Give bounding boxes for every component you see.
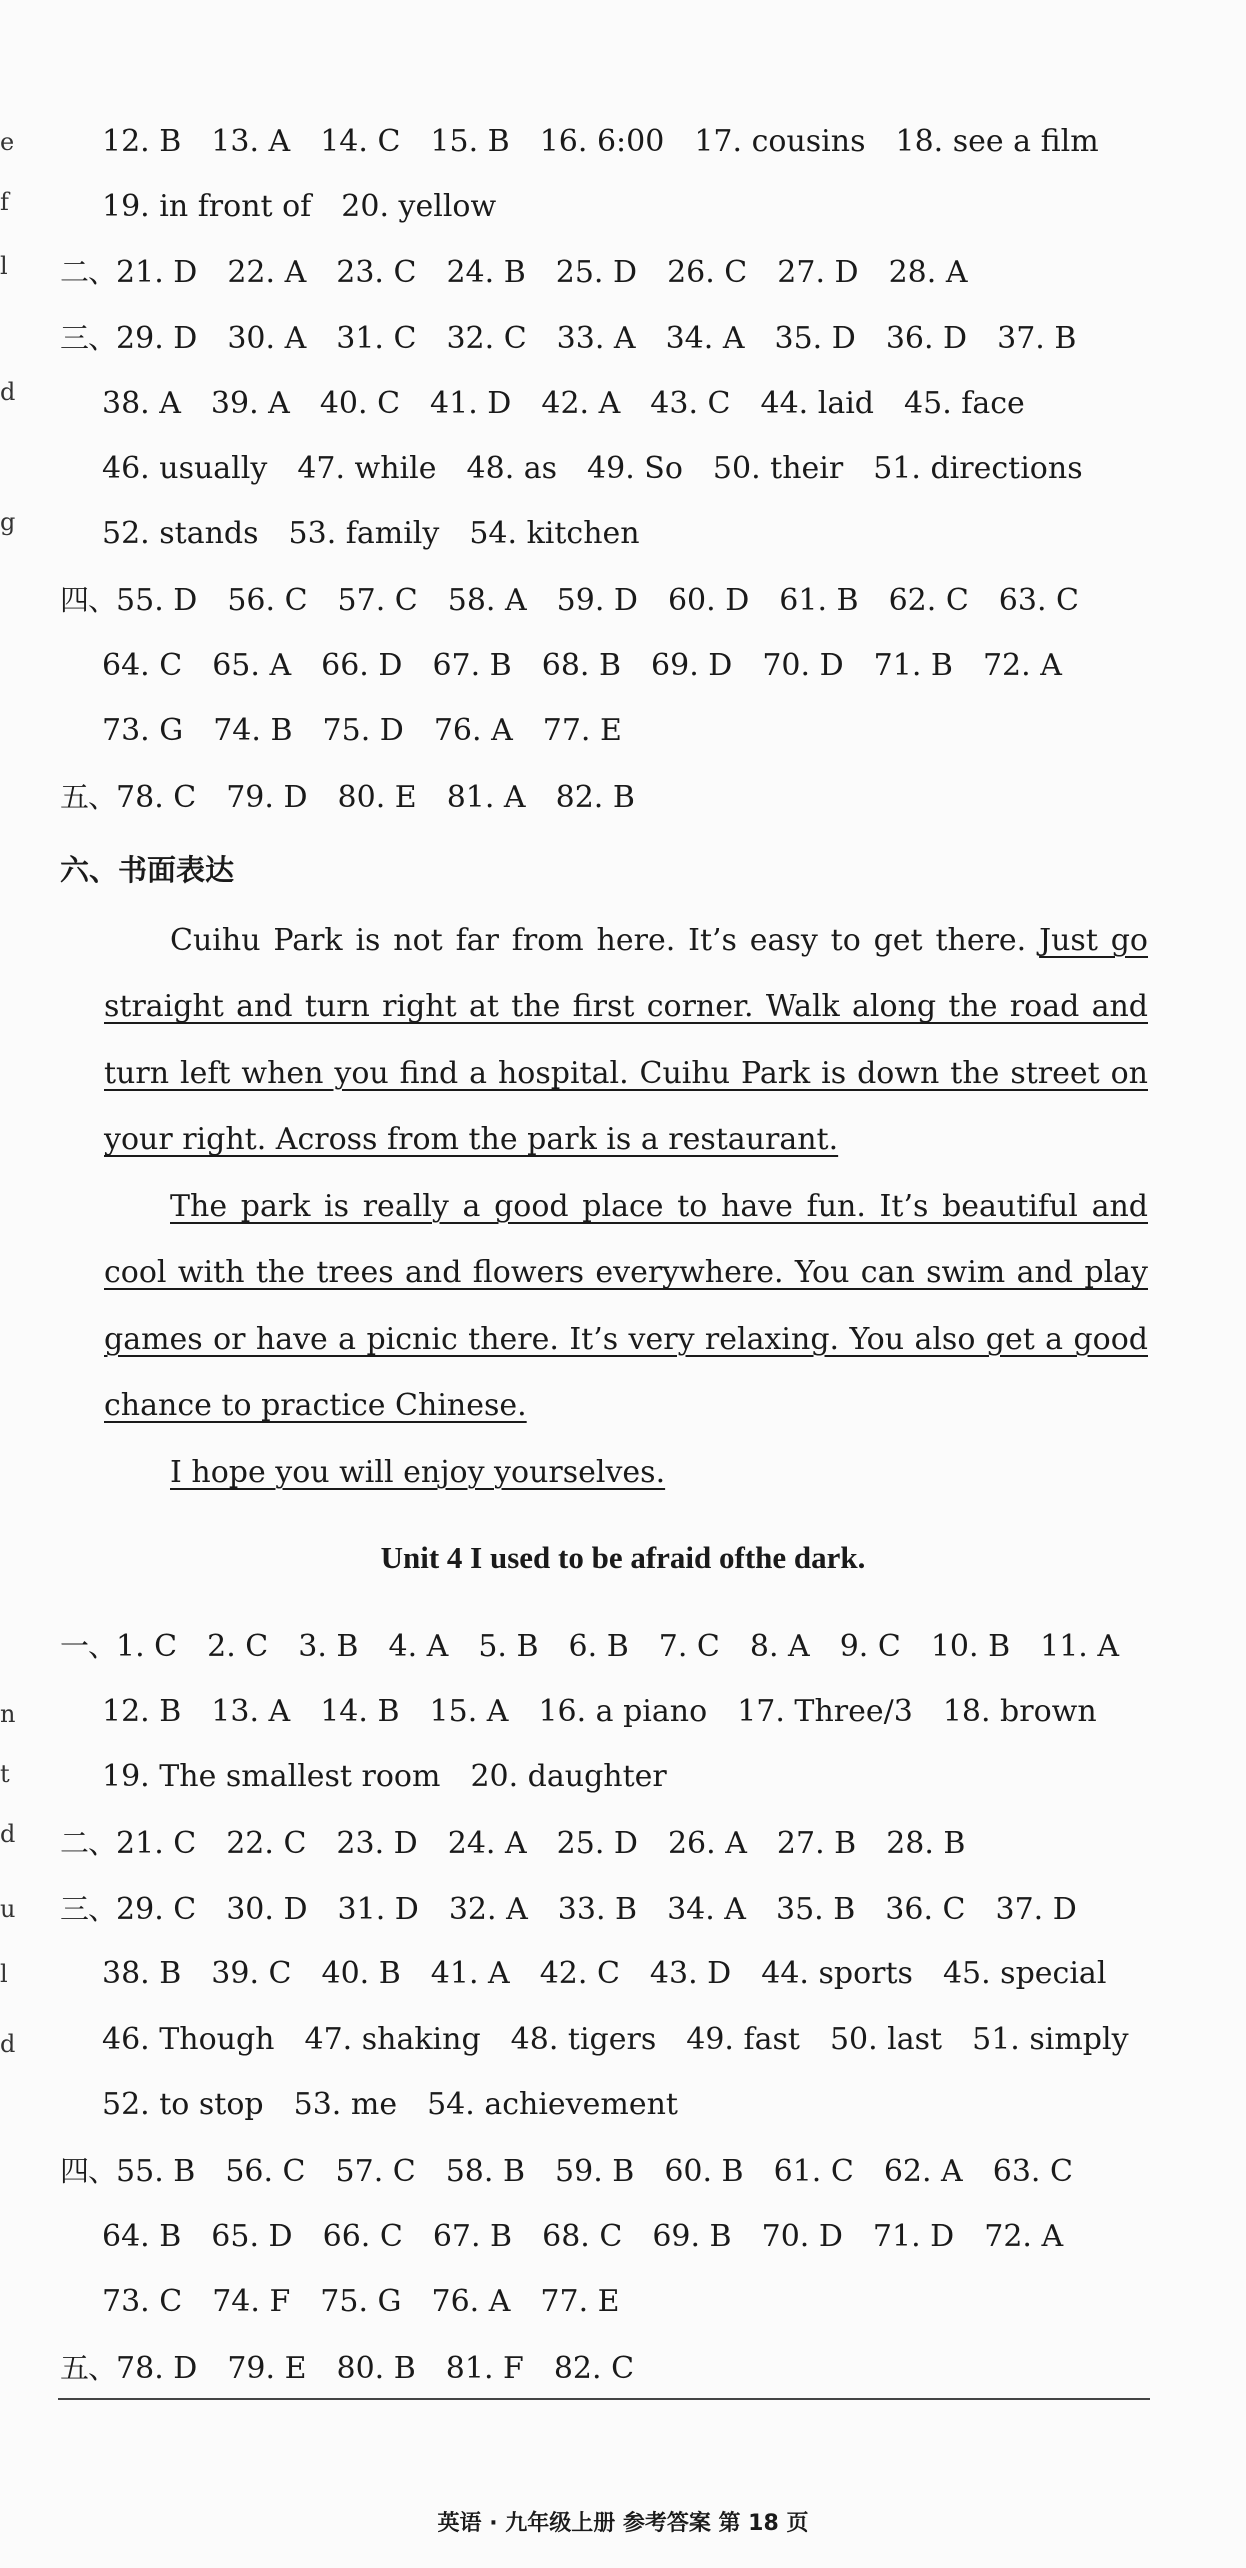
answer-item: 65. A	[212, 648, 292, 683]
answer-item: 35. D	[774, 321, 856, 356]
answer-item: 77. E	[540, 2284, 620, 2319]
answer-item: 47. shaking	[304, 2022, 481, 2057]
answer-item: 23. C	[336, 255, 417, 290]
answer-item: 22. C	[226, 1826, 307, 1861]
answer-item: 50. last	[829, 2022, 943, 2057]
answer-item: 78. C	[116, 780, 197, 815]
answer-item: 31. D	[337, 1892, 419, 1927]
answer-item: 69. B	[652, 2219, 732, 2254]
section-marker: 三、	[60, 1892, 117, 1926]
answer-item: 17. Three/3	[737, 1694, 913, 1729]
answer-item: 76. A	[433, 713, 513, 748]
answer-item: 49. fast	[686, 2022, 800, 2057]
page-footer: 英语 · 九年级上册 参考答案 第 18 页	[437, 2511, 809, 2536]
unit3-line-4	[60, 318, 1106, 358]
answer-item: 32. C	[446, 321, 527, 356]
answer-item: 56. C	[225, 2154, 306, 2189]
unit3-line-2	[102, 187, 526, 227]
answer-item: 41. A	[430, 1956, 510, 1991]
answer-item: 13. A	[211, 124, 291, 159]
answer-item: 44. sports	[761, 1956, 913, 1991]
margin-fragment: t	[0, 1760, 10, 1788]
answer-item: 54. kitchen	[469, 516, 640, 551]
answer-item: 71. B	[873, 648, 953, 683]
unit3-line-11	[60, 777, 665, 817]
answer-item: 59. D	[556, 583, 638, 618]
answer-item: 52. to stop	[102, 2087, 264, 2122]
answer-item: 75. G	[320, 2284, 402, 2319]
answer-item: 29. C	[116, 1892, 197, 1927]
answer-item: 81. A	[446, 780, 526, 815]
essay-p1-underlined: Just go straight and turn right at the first corner. Walk along the road and turn left when you find a hospital. Cuihu Park is down the street on your right. Across from the park is a restaurant.	[104, 923, 1148, 1158]
answer-item: 69. D	[651, 648, 733, 683]
answer-item: 61. C	[773, 2154, 854, 2189]
answer-item: 35. B	[775, 1892, 856, 1927]
section-marker: 五、	[60, 780, 117, 814]
margin-fragment: d	[0, 1820, 16, 1848]
answer-item: 42. C	[539, 1956, 620, 1991]
section-marker: 四、	[60, 2154, 117, 2188]
margin-fragment: n	[0, 1700, 16, 1728]
section-marker: 三、	[60, 321, 117, 355]
answer-item: 76. A	[431, 2284, 511, 2319]
answer-item: 9. C	[839, 1629, 901, 1664]
answer-item: 11. A	[1040, 1629, 1120, 1664]
unit3-line-3	[60, 252, 998, 292]
answer-item: 38. B	[102, 1956, 182, 1991]
unit4-line-6	[102, 1954, 1136, 1994]
answer-item: 60. D	[667, 583, 750, 618]
answer-item: 24. A	[447, 1826, 527, 1861]
answer-item: 44. laid	[760, 386, 875, 421]
unit4-line-10	[102, 2217, 1093, 2257]
writing-section-heading: 六、书面表达	[60, 853, 235, 887]
answer-item: 58. A	[447, 583, 527, 618]
answer-item: 53. me	[293, 2087, 398, 2122]
margin-fragment: l	[0, 252, 8, 280]
answer-item: 55. D	[116, 583, 198, 618]
answer-item: 27. B	[776, 1826, 857, 1861]
margin-fragment: d	[0, 378, 16, 406]
section-marker: 一、	[60, 1629, 117, 1663]
answer-item: 57. C	[335, 2154, 416, 2189]
answer-item: 68. C	[542, 2219, 623, 2254]
answer-item: 82. C	[553, 2351, 635, 2386]
unit4-line-9	[60, 2151, 1103, 2191]
answer-item: 51. directions	[873, 451, 1083, 486]
essay-p2-underlined: The park is really a good place to have fun. It’s beautiful and cool with the trees and flowers everywhere. You can swim and play games or have a picnic there. It’s very relaxing. You also get a good chance to practice Chinese.	[104, 1189, 1148, 1424]
answer-item: 68. B	[541, 648, 622, 683]
answer-item: 37. D	[995, 1892, 1077, 1927]
answer-item: 2. C	[207, 1629, 269, 1664]
answer-item: 21. D	[116, 255, 198, 290]
answer-item: 10. B	[930, 1629, 1011, 1664]
answer-item: 18. brown	[942, 1694, 1097, 1729]
answer-item: 16. 6:00	[539, 124, 665, 159]
answer-item: 74. B	[213, 713, 293, 748]
answer-item: 64. C	[102, 648, 183, 683]
unit-4-title: Unit 4 I used to be afraid ofthe dark.	[380, 1540, 866, 1575]
answer-item: 56. C	[227, 583, 308, 618]
answer-item: 64. B	[102, 2219, 182, 2254]
essay-paragraph-2	[104, 1174, 1148, 1440]
unit4-line-4	[60, 1823, 995, 1863]
essay-paragraph-3	[104, 1440, 1148, 1506]
essay-p1-plain: Cuihu Park is not far from here. It’s easy to get there.	[170, 923, 1040, 958]
answer-item: 15. A	[429, 1694, 509, 1729]
answer-item: 34. A	[667, 1892, 746, 1927]
answer-item: 73. C	[102, 2284, 183, 2319]
unit3-line-7	[102, 514, 670, 554]
answer-item: 61. B	[779, 583, 859, 618]
margin-fragment: g	[0, 508, 16, 536]
answer-item: 30. A	[227, 321, 307, 356]
answer-item: 25. D	[555, 255, 638, 290]
answer-item: 46. usually	[102, 451, 268, 486]
unit4-line-12	[60, 2348, 664, 2388]
answer-item: 58. B	[445, 2154, 526, 2189]
bottom-rule	[58, 2398, 1150, 2400]
answer-item: 32. A	[448, 1892, 528, 1927]
answer-item: 49. So	[587, 451, 683, 486]
answer-item: 73. G	[102, 713, 184, 748]
answer-item: 28. B	[886, 1826, 966, 1861]
answer-item: 8. A	[749, 1629, 810, 1664]
answer-item: 14. C	[320, 124, 401, 159]
answer-item: 62. A	[883, 2154, 963, 2189]
answer-item: 20. yellow	[341, 189, 497, 224]
unit4-line-11	[102, 2282, 650, 2322]
answer-item: 65. D	[211, 2219, 293, 2254]
answer-item: 3. B	[298, 1629, 359, 1664]
answer-item: 47. while	[297, 451, 437, 486]
answer-item: 30. D	[226, 1892, 308, 1927]
answer-item: 78. D	[116, 2351, 198, 2386]
answer-item: 67. B	[432, 648, 512, 683]
section-marker: 五、	[60, 2351, 117, 2385]
answer-item: 80. E	[337, 780, 417, 815]
answer-item: 6. B	[568, 1629, 629, 1664]
answer-item: 81. F	[445, 2351, 524, 2386]
answer-item: 41. D	[430, 386, 512, 421]
answer-item: 31. C	[336, 321, 417, 356]
answer-item: 15. B	[430, 124, 510, 159]
answer-item: 17. cousins	[694, 124, 866, 159]
answer-item: 67. B	[432, 2219, 513, 2254]
answer-item: 18. see a film	[895, 124, 1099, 159]
margin-fragment: f	[0, 188, 9, 216]
answer-item: 1. C	[116, 1629, 178, 1664]
answer-item: 70. D	[762, 648, 844, 683]
answer-item: 52. stands	[102, 516, 259, 551]
answer-item: 66. D	[321, 648, 403, 683]
answer-item: 26. A	[667, 1826, 747, 1861]
answer-item: 82. B	[555, 780, 635, 815]
margin-fragment: l	[0, 1960, 8, 1988]
answer-item: 79. E	[227, 2351, 307, 2386]
answer-item: 34. A	[665, 321, 745, 356]
unit3-line-8	[60, 580, 1109, 620]
unit4-line-1	[60, 1626, 1149, 1666]
essay-p3-underlined: I hope you will enjoy yourselves.	[170, 1455, 666, 1490]
answer-item: 46. Though	[102, 2022, 275, 2057]
unit4-line-8	[102, 2085, 708, 2125]
answer-item: 77. E	[542, 713, 622, 748]
answer-item: 4. A	[388, 1629, 449, 1664]
answer-item: 19. The smallest room	[102, 1759, 441, 1794]
unit3-line-9	[102, 646, 1092, 686]
margin-fragment: u	[0, 1895, 16, 1923]
answer-item: 50. their	[712, 451, 844, 486]
answer-item: 80. B	[336, 2351, 416, 2386]
answer-item: 22. A	[227, 255, 307, 290]
answer-item: 38. A	[102, 386, 181, 421]
answer-item: 63. C	[992, 2154, 1073, 2189]
unit4-line-2	[102, 1692, 1127, 1732]
answer-item: 53. family	[288, 516, 440, 551]
answer-item: 33. A	[556, 321, 636, 356]
margin-fragment: e	[0, 128, 15, 156]
answer-item: 28. A	[888, 255, 968, 290]
answer-item: 48. tigers	[510, 2022, 657, 2057]
answer-item: 19. in front of	[102, 189, 312, 224]
answer-item: 72. A	[982, 648, 1062, 683]
answer-item: 12. B	[102, 1694, 182, 1729]
essay-paragraph-1	[104, 908, 1148, 1174]
answer-item: 23. D	[336, 1826, 418, 1861]
answer-item: 66. C	[322, 2219, 403, 2254]
answer-item: 25. D	[556, 1826, 638, 1861]
answer-item: 37. B	[997, 321, 1077, 356]
answer-item: 48. as	[466, 451, 558, 486]
answer-item: 57. C	[337, 583, 418, 618]
answer-item: 75. D	[322, 713, 404, 748]
unit3-line-1	[102, 122, 1129, 162]
answer-item: 70. D	[761, 2219, 843, 2254]
answer-item: 7. C	[658, 1629, 720, 1664]
answer-item: 21. C	[116, 1826, 197, 1861]
unit3-line-10	[102, 711, 652, 751]
answer-item: 12. B	[102, 124, 182, 159]
answer-item: 20. daughter	[470, 1759, 667, 1794]
unit3-line-6	[102, 449, 1113, 489]
section-marker: 四、	[60, 583, 117, 617]
answer-item: 14. B	[320, 1694, 400, 1729]
answer-item: 40. B	[321, 1956, 401, 1991]
answer-item: 60. B	[664, 2154, 744, 2189]
answer-item: 16. a piano	[538, 1694, 708, 1729]
answer-item: 33. B	[557, 1892, 638, 1927]
answer-item: 72. A	[984, 2219, 1064, 2254]
answer-item: 43. C	[650, 386, 731, 421]
answer-item: 62. C	[888, 583, 969, 618]
answer-item: 36. C	[885, 1892, 966, 1927]
answer-item: 45. face	[904, 386, 1025, 421]
answer-item: 51. simply	[972, 2022, 1129, 2057]
answer-item: 59. B	[555, 2154, 635, 2189]
answer-item: 42. A	[541, 386, 621, 421]
unit3-line-5	[102, 384, 1055, 424]
unit4-line-3	[102, 1757, 697, 1797]
answer-item: 45. special	[942, 1956, 1107, 1991]
answer-item: 71. D	[872, 2219, 955, 2254]
answer-item: 74. F	[212, 2284, 291, 2319]
unit4-line-5	[60, 1889, 1107, 1929]
answer-item: 40. C	[319, 386, 401, 421]
answer-item: 54. achievement	[427, 2087, 678, 2122]
answer-item: 26. C	[667, 255, 748, 290]
answer-item: 29. D	[116, 321, 198, 356]
answer-item: 55. B	[116, 2154, 196, 2189]
answer-item: 39. C	[211, 1956, 292, 1991]
answer-item: 5. B	[478, 1629, 539, 1664]
margin-fragment: d	[0, 2030, 16, 2058]
answer-item: 13. A	[211, 1694, 291, 1729]
answer-item: 63. C	[998, 583, 1079, 618]
answer-item: 24. B	[446, 255, 526, 290]
answer-item: 36. D	[885, 321, 968, 356]
answer-item: 43. D	[649, 1956, 732, 1991]
answer-item: 27. D	[777, 255, 859, 290]
section-marker: 二、	[60, 255, 117, 289]
answer-item: 39. A	[210, 386, 290, 421]
answer-item: 79. D	[226, 780, 308, 815]
unit4-line-7	[102, 2020, 1159, 2060]
section-marker: 二、	[60, 1826, 117, 1860]
